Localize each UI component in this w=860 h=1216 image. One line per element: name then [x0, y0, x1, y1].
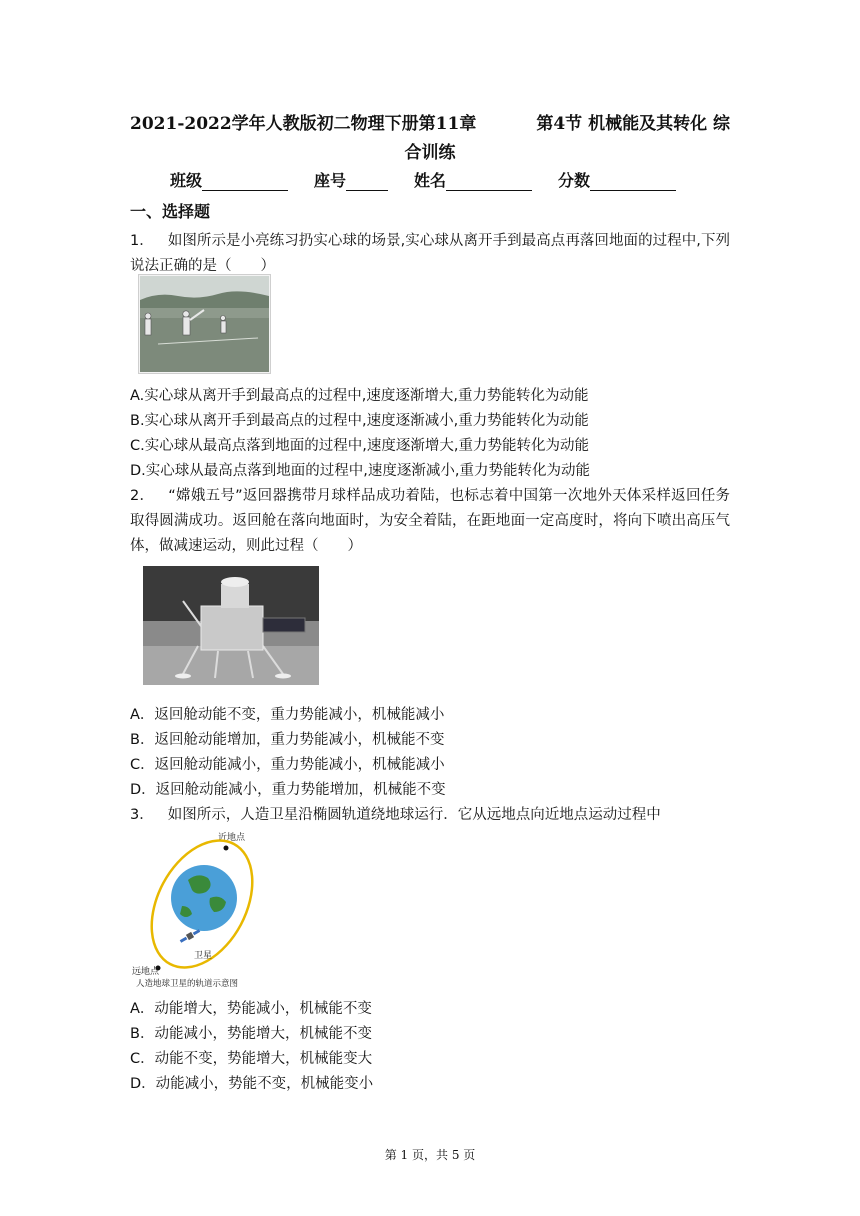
q3-option-b[interactable]: B．动能减小，势能增大，机械能不变 — [130, 1026, 372, 1042]
q1-option-a[interactable]: A.实心球从离开手到最高点的过程中,速度逐渐增大,重力势能转化为动能 — [130, 388, 589, 404]
name-field: 姓名 — [414, 168, 532, 191]
class-field: 班级 — [170, 168, 288, 191]
page-footer: 第 1 页，共 5 页 — [384, 1148, 476, 1162]
diagram-caption: 人造地球卫星的轨道示意图 — [136, 979, 239, 989]
q3-option-d[interactable]: D．动能减小，势能不变，机械能变小 — [130, 1076, 374, 1092]
page-title — [130, 109, 730, 134]
question-2-stem: 2． “嫦娥五号”返回器携带月球样品成功着陆，也标志着中国第一次地外天体采样返回任务取得圆满成功。返回舱在落向地面时，为安全着陆，在距地面一定高度时，将向下喷出高压气体，做减速运动，则此过程（ ） — [130, 488, 730, 554]
perigee-label: 近地点 — [218, 833, 246, 843]
title-right: 第4节 机械能及其转化 综 — [536, 114, 730, 134]
q2-option-d[interactable]: D．返回舱动能减小，重力势能增加，机械能不变 — [130, 782, 446, 798]
satellite-orbit-diagram — [130, 828, 280, 990]
shot-put-photo — [138, 274, 271, 374]
question-3-stem: 3． 如图所示，人造卫星沿椭圆轨道绕地球运行．它从远地点向近地点运动过程中 — [130, 807, 661, 823]
q3-option-a[interactable]: A．动能增大，势能减小，机械能不变 — [130, 1001, 372, 1017]
lander-photo — [143, 566, 319, 685]
q1-option-d[interactable]: D.实心球从最高点落到地面的过程中,速度逐渐减小,重力势能转化为动能 — [130, 463, 590, 479]
section-title: 一、选择题 — [130, 202, 211, 221]
q3-option-c[interactable]: C．动能不变，势能增大，机械能变大 — [130, 1051, 373, 1067]
apogee-label: 远地点 — [132, 967, 160, 977]
q2-option-a[interactable]: A．返回舱动能不变，重力势能减小，机械能减小 — [130, 707, 445, 723]
q2-option-b[interactable]: B．返回舱动能增加，重力势能减小，机械能不变 — [130, 732, 445, 748]
satellite-icon — [179, 928, 201, 944]
q2-option-c[interactable]: C．返回舱动能减小，重力势能减小，机械能减小 — [130, 757, 445, 773]
satellite-label: 卫星 — [194, 951, 213, 961]
student-info-line — [170, 168, 676, 191]
q1-option-b[interactable]: B.实心球从离开手到最高点的过程中,速度逐渐减小,重力势能转化为动能 — [130, 413, 589, 429]
score-field: 分数 — [558, 168, 676, 191]
page-title-continued: 合训练 — [404, 143, 456, 163]
title-left: 2021-2022学年人教版初二物理下册第11章 — [130, 114, 477, 134]
seat-field: 座号 — [314, 168, 388, 191]
q1-option-c[interactable]: C.实心球从最高点落到地面的过程中,速度逐渐增大,重力势能转化为动能 — [130, 438, 589, 454]
question-1-stem: 1． 如图所示是小亮练习扔实心球的场景,实心球从离开手到最高点再落回地面的过程中,下列说法正确的是（ ） — [130, 233, 730, 274]
